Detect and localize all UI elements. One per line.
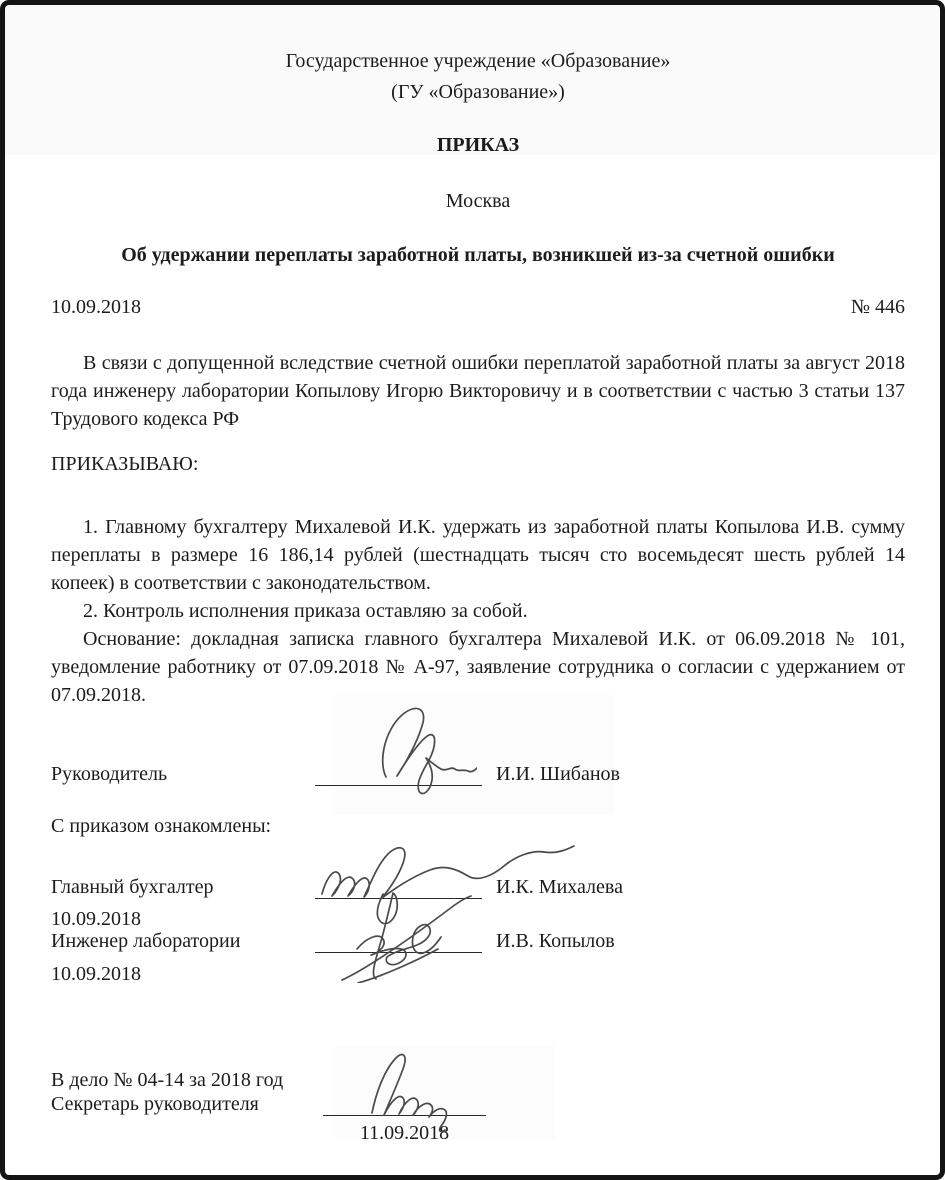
engineer-date: 10.09.2018	[51, 963, 141, 985]
accountant-title: Главный бухгалтер	[51, 876, 214, 898]
order-body	[51, 513, 905, 709]
document-number: № 446	[850, 296, 905, 318]
secretary-signature-row	[51, 1092, 905, 1116]
accountant-date: 10.09.2018	[51, 908, 141, 930]
city-line: Москва	[445, 190, 511, 212]
engineer-name: И.В. Копылов	[496, 930, 615, 952]
secretary-signature-line	[323, 1092, 486, 1116]
document-title: ПРИКАЗ	[436, 134, 520, 156]
director-signature-row	[51, 762, 905, 786]
org-name-line2: (ГУ «Образование»)	[391, 81, 565, 103]
clause-1: 1. Главному бухгалтеру Михалевой И.К. удержать из заработной платы Копылова И.В. сумму переплаты в размере 16 186,14 рублей (шестнадцать тысяч сто восемьдесят шесть рублей 14 копеек) в соответствии с законодательством.	[51, 516, 905, 594]
accountant-name: И.К. Михалева	[496, 876, 623, 898]
accountant-signature-line	[315, 875, 482, 899]
preamble-paragraph: В связи с допущенной вследствие счетной ошибки переплатой заработной платы за август 2018 года инженеру лаборатории Копылову Игорю Викторовичу и в соответствии с частью 3 статьи 137 Трудового кодекса РФ	[51, 352, 905, 430]
filing-case-note: В дело № 04-14 за 2018 год	[51, 1069, 284, 1091]
document-content	[51, 5, 905, 1175]
order-keyword: ПРИКАЗЫВАЮ:	[51, 453, 199, 475]
secretary-title: Секретарь руководителя	[51, 1093, 259, 1115]
engineer-signature-row	[51, 929, 905, 953]
director-signature-line	[315, 762, 482, 786]
basis-paragraph: Основание: докладная записка главного бухгалтера Михалевой И.К. от 06.09.2018 № 101, уведомление работнику от 07.09.2018 № А-97, заявление сотрудника о согласии с удержанием от 07.09.2018.	[51, 628, 905, 706]
director-title: Руководитель	[51, 763, 168, 785]
filing-date: 11.09.2018	[359, 1122, 450, 1144]
org-name-line1: Государственное учреждение «Образование»	[285, 50, 671, 72]
director-name: И.И. Шибанов	[496, 763, 620, 785]
clause-2: 2. Контроль исполнения приказа оставляю за собой.	[83, 600, 528, 622]
accountant-signature-row	[51, 875, 905, 899]
date-number-row	[51, 293, 905, 321]
engineer-signature-line	[315, 929, 482, 953]
subject-line: Об удержании переплаты заработной платы, возникшей из-за счетной ошибки	[121, 244, 835, 266]
engineer-title: Инженер лаборатории	[51, 930, 241, 952]
document-date: 10.09.2018	[51, 296, 141, 318]
acknowledgement-heading: С приказом ознакомлены:	[51, 815, 272, 837]
